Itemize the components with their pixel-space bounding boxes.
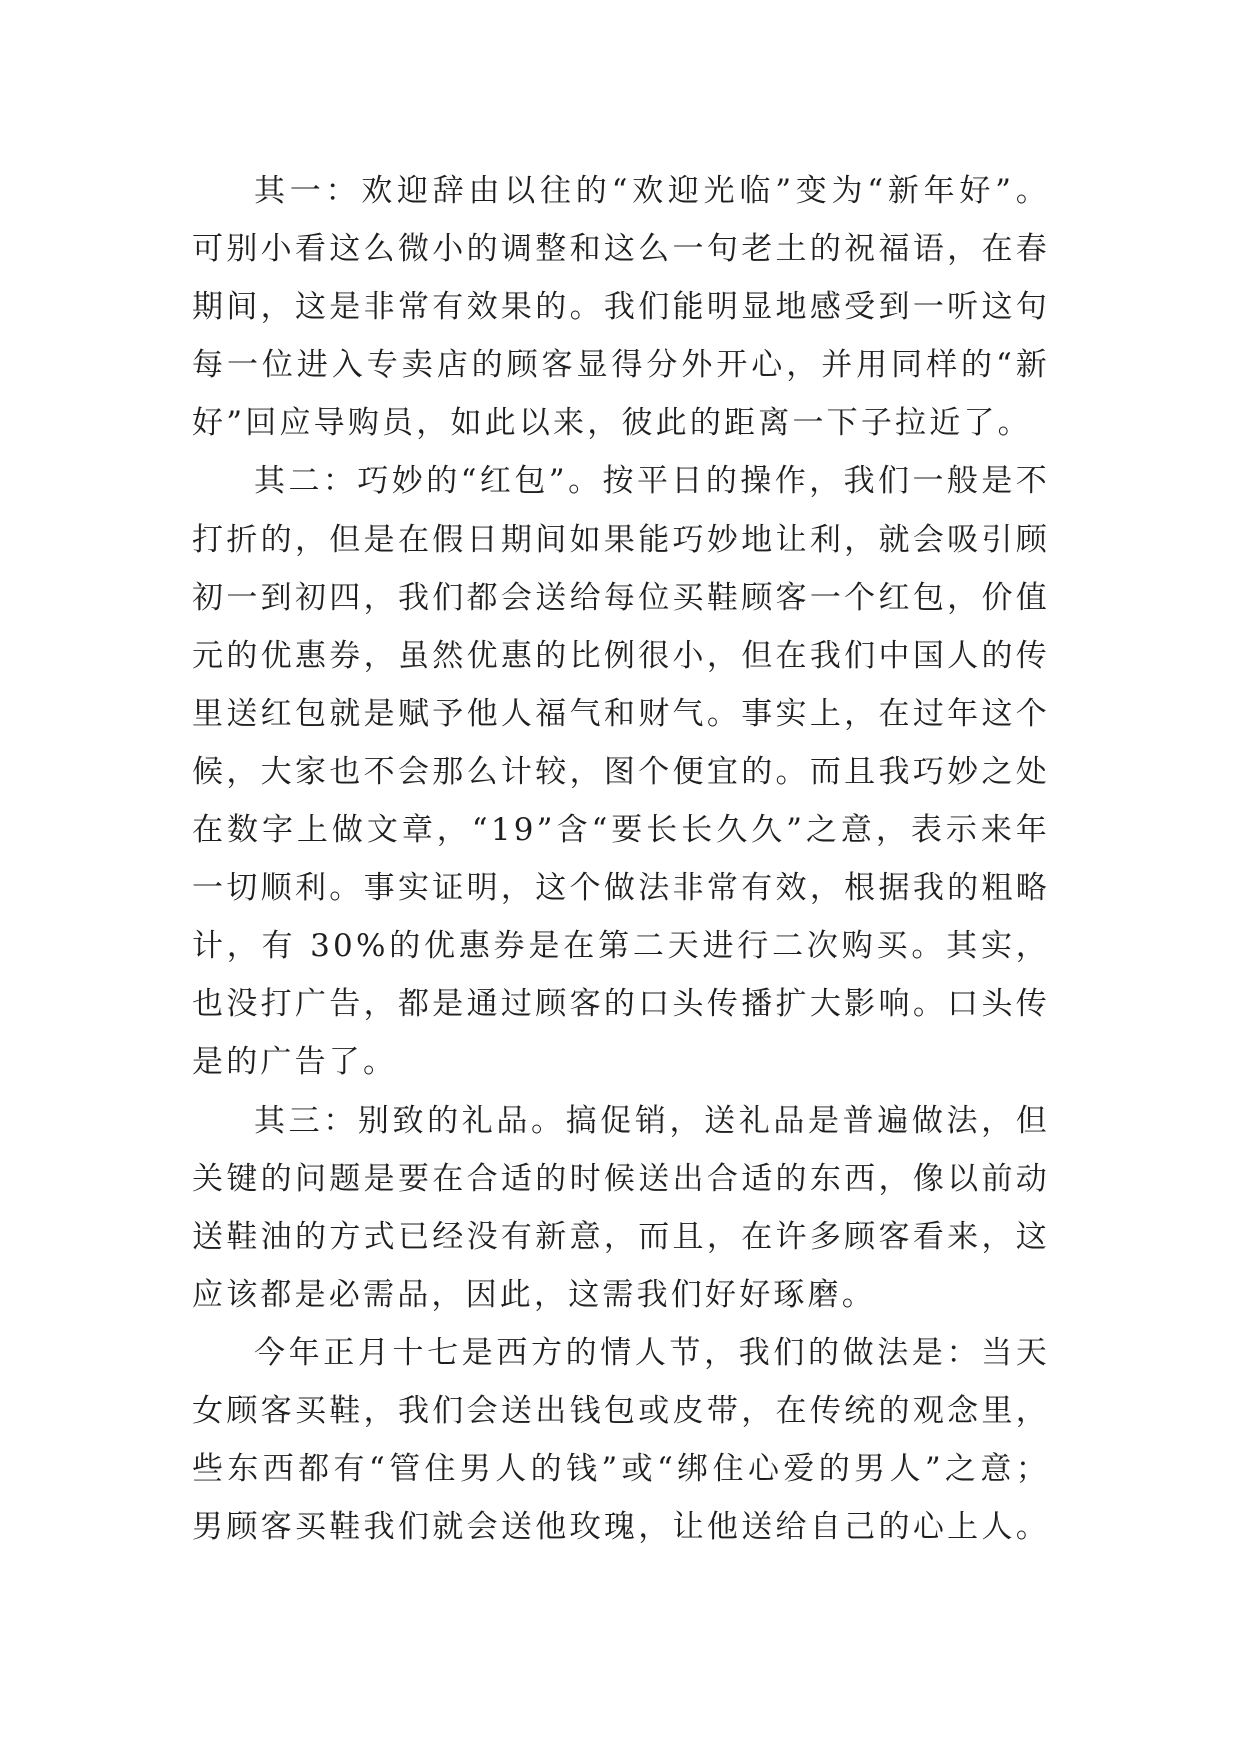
text-line: 候，大家也不会那么计较，图个便宜的。而且我巧妙之处 (192, 753, 1050, 790)
text-line: 关键的问题是要在合适的时候送出合适的东西，像以前动 (192, 1160, 1050, 1197)
text-line: 好”回应导购员，如此以来，彼此的距离一下子拉近了。 (192, 405, 1032, 442)
text-line: 送鞋油的方式已经没有新意，而且，在许多顾客看来，这 (192, 1218, 1050, 1255)
text-line: 些东西都有“管住男人的钱”或“绑住心爱的男人”之意； (192, 1451, 1050, 1488)
text-line: 应该都是必需品，因此，这需我们好好琢磨。 (192, 1276, 876, 1313)
text-line: 可别小看这么微小的调整和这么一句老土的祝福语，在春 (192, 231, 1050, 268)
text-line: 期间，这是非常有效果的。我们能明显地感受到一听这句 (192, 289, 1050, 326)
text-line: 元的优惠券，虽然优惠的比例很小，但在我们中国人的传 (192, 637, 1050, 674)
text-line: 男顾客买鞋我们就会送他玫瑰，让他送给自己的心上人。 (192, 1509, 1050, 1546)
text-line: 初一到初四，我们都会送给每位买鞋顾客一个红包，价值 (192, 579, 1050, 616)
text-line: 是的广告了。 (192, 1044, 398, 1081)
document-body (192, 162, 1050, 1556)
text-line: 里送红包就是赋予他人福气和财气。事实上，在过年这个 (192, 695, 1050, 732)
text-line: 其二：巧妙的“红包”。按平日的操作，我们一般是不 (254, 463, 1050, 500)
text-line: 每一位进入专卖店的顾客显得分外开心，并用同样的“新 (192, 347, 1050, 384)
text-line: 女顾客买鞋，我们会送出钱包或皮带，在传统的观念里， (192, 1392, 1050, 1429)
text-line: 一切顺利。事实证明，这个做法非常有效，根据我的粗略 (192, 870, 1050, 907)
text-line: 也没打广告，都是通过顾客的口头传播扩大影响。口头传 (192, 986, 1050, 1023)
text-line: 其一：欢迎辞由以往的“欢迎光临”变为“新年好”。 (254, 173, 1050, 209)
text-line: 计，有 30%的优惠券是在第二天进行二次购买。其实， (192, 928, 1050, 965)
text-line: 今年正月十七是西方的情人节，我们的做法是：当天 (254, 1334, 1050, 1371)
text-line: 在数字上做文章，“19”含“要长长久久”之意，表示来年 (192, 812, 1050, 849)
text-line: 其三：别致的礼品。搞促销，送礼品是普遍做法，但 (254, 1102, 1050, 1139)
text-line: 打折的，但是在假日期间如果能巧妙地让利，就会吸引顾 (192, 521, 1050, 558)
